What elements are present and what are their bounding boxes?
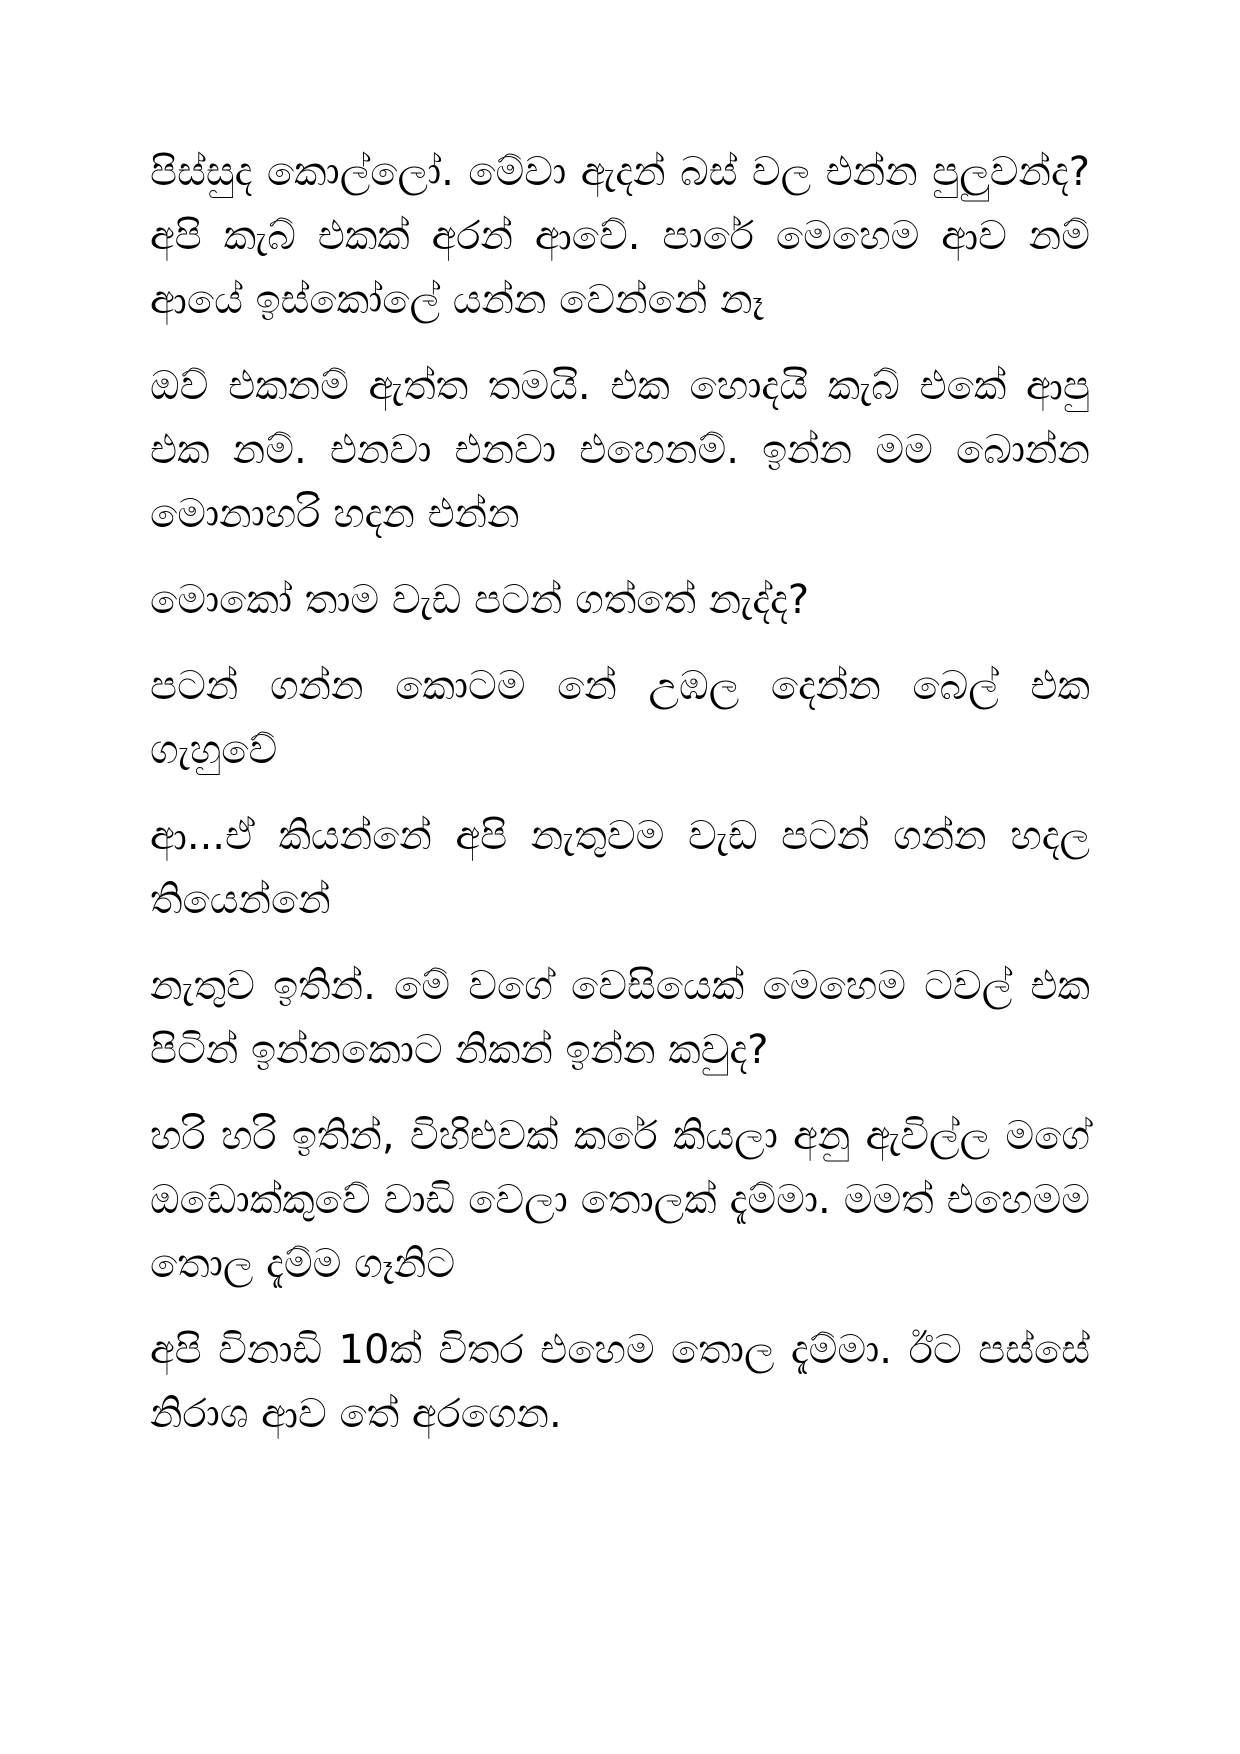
paragraph: මොකෝ තාම වැඩ පටන් ගත්තේ නැද්ද? [150, 577, 810, 623]
paragraph: අපි විනාඩි 10ක් විතර එහෙම තොල දැම්මා. ඊට පස්සේ නිරාශ ආව තේ අරගෙන. [150, 1327, 1090, 1437]
paragraph: ඔව් එකනම් ඇත්ත තමයි. එක හොදයි කැබ් එකේ ආපු එක නම්. එනවා එනවා එහෙනම්. ඉන්න මම බොන්න මොනාහරි හදන එන්න [150, 363, 1090, 537]
paragraph: හරි හරි ඉතින්, විහිළුවක් කරේ කියලා අනු ඇවිල්ල මගේ ඔඩොක්කුවේ වාඩි වෙලා තොලක් දැම්මා. මමත් එහෙමම තොල දැම්ම ගෑනිට [150, 1113, 1090, 1287]
paragraph: නැතුව ඉතින්. මේ වගේ වෙසියෙක් මෙහෙම ටවල් එක පිටින් ඉන්නකොට නිකන් ඉන්න කවුද? [150, 963, 1090, 1073]
paragraph: පිස්සුද කොල්ලෝ. මේවා ඇදන් බස් වල එන්න පුලුවන්ද? අපි කැබ් එකක් අරන් ආවේ. පාරේ මෙහෙම ආව නම් ආයේ ඉස්කෝලේ යන්න වෙන්නේ නෑ [150, 149, 1090, 323]
paragraph: ආ...ඒ කියන්නේ අපි නැතුවම වැඩ පටන් ගන්න හදල තියෙන්නේ [150, 813, 1090, 923]
paragraph: පටන් ගන්න කොටම නේ උඹල දෙන්න බෙල් එක ගැහුවේ [150, 663, 1090, 773]
